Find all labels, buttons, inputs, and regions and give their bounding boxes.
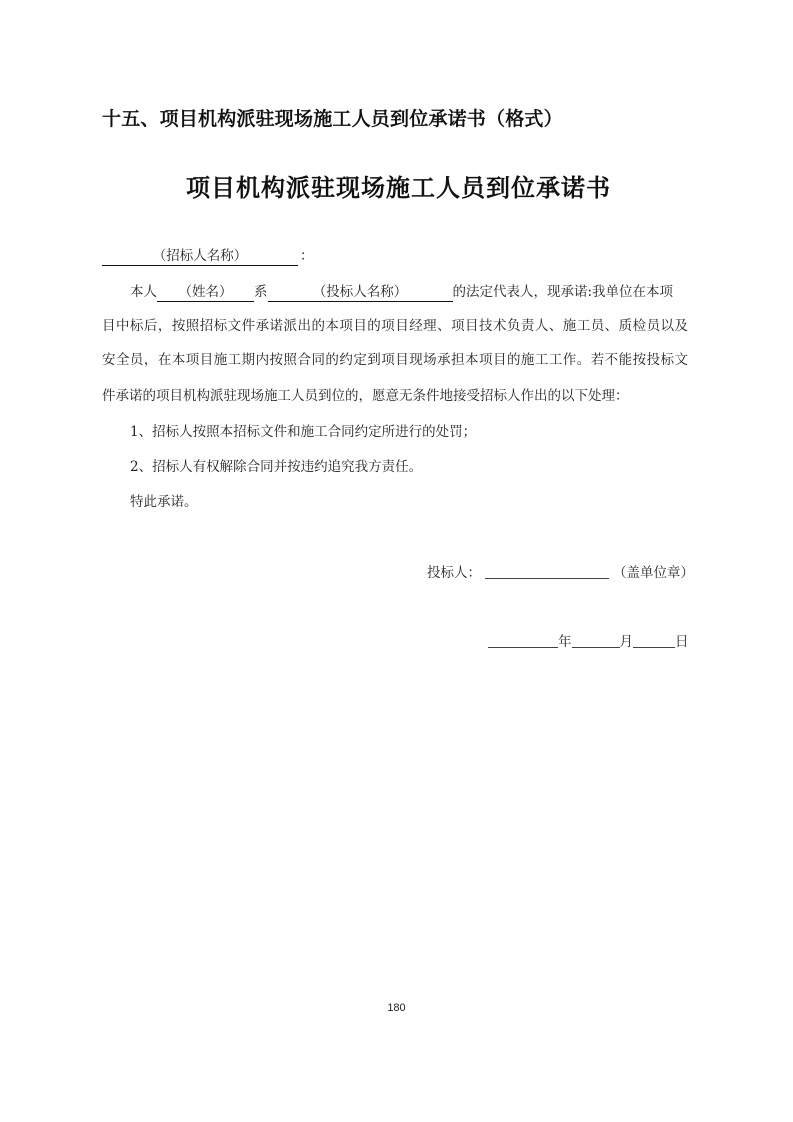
paragraph-line-2 — [102, 316, 688, 336]
document-title: 项目机构派驻现场施工人员到位承诺书 — [186, 174, 611, 202]
year-label: 年 — [558, 634, 572, 650]
addressee-colon: ： — [300, 248, 314, 264]
bidder-label: 投标人： — [427, 565, 481, 581]
year-field[interactable] — [488, 633, 558, 648]
name-placeholder: （姓名） — [178, 284, 233, 300]
addressee-line — [102, 246, 314, 266]
bidder-name-field[interactable] — [268, 284, 453, 302]
date-line — [488, 630, 689, 650]
paragraph-connector: 系 — [254, 284, 268, 300]
page-number: 180 — [387, 1002, 406, 1014]
paragraph-line-1-rest: 的法定代表人，现承诺:我单位在本项 — [452, 284, 674, 300]
closing-statement: 特此承诺。 — [130, 494, 198, 510]
paragraph-line-3-text: 安全员，在本项目施工期内按照合同的约定到项目现场承担本项目的施工工作。若不能按投标文 — [102, 352, 688, 368]
section-heading: 十五、项目机构派驻现场施工人员到位承诺书（格式） — [102, 108, 563, 130]
paragraph-line-1 — [130, 282, 673, 302]
paragraph-line-2-text: 目中标后，按照招标文件承诺派出的本项目的项目经理、项目技术负责人、施工员、质检员以及 — [102, 318, 688, 334]
list-item: 2、招标人有权解除合同并按违约追究我方责任。 — [130, 459, 423, 475]
day-field[interactable] — [633, 633, 675, 648]
paragraph-line-4: 件承诺的项目机构派驻现场施工人员到位的，愿意无条件地接受招标人作出的以下处理： — [102, 388, 629, 404]
list-item: 1、招标人按照本招标文件和施工合同约定所进行的处罚； — [130, 424, 477, 440]
paragraph-line-3 — [102, 350, 688, 370]
addressee-field[interactable] — [102, 248, 298, 266]
month-label: 月 — [619, 634, 633, 650]
month-field[interactable] — [572, 633, 620, 648]
bidder-placeholder: （投标人名称） — [312, 284, 408, 300]
addressee-placeholder: （招标人名称） — [152, 248, 248, 264]
name-field[interactable] — [157, 284, 254, 302]
seal-note: （盖单位章） — [613, 565, 694, 581]
signature-line — [427, 561, 694, 581]
day-label: 日 — [675, 634, 689, 650]
paragraph-prefix: 本人 — [130, 284, 157, 300]
signature-field[interactable] — [485, 564, 609, 579]
